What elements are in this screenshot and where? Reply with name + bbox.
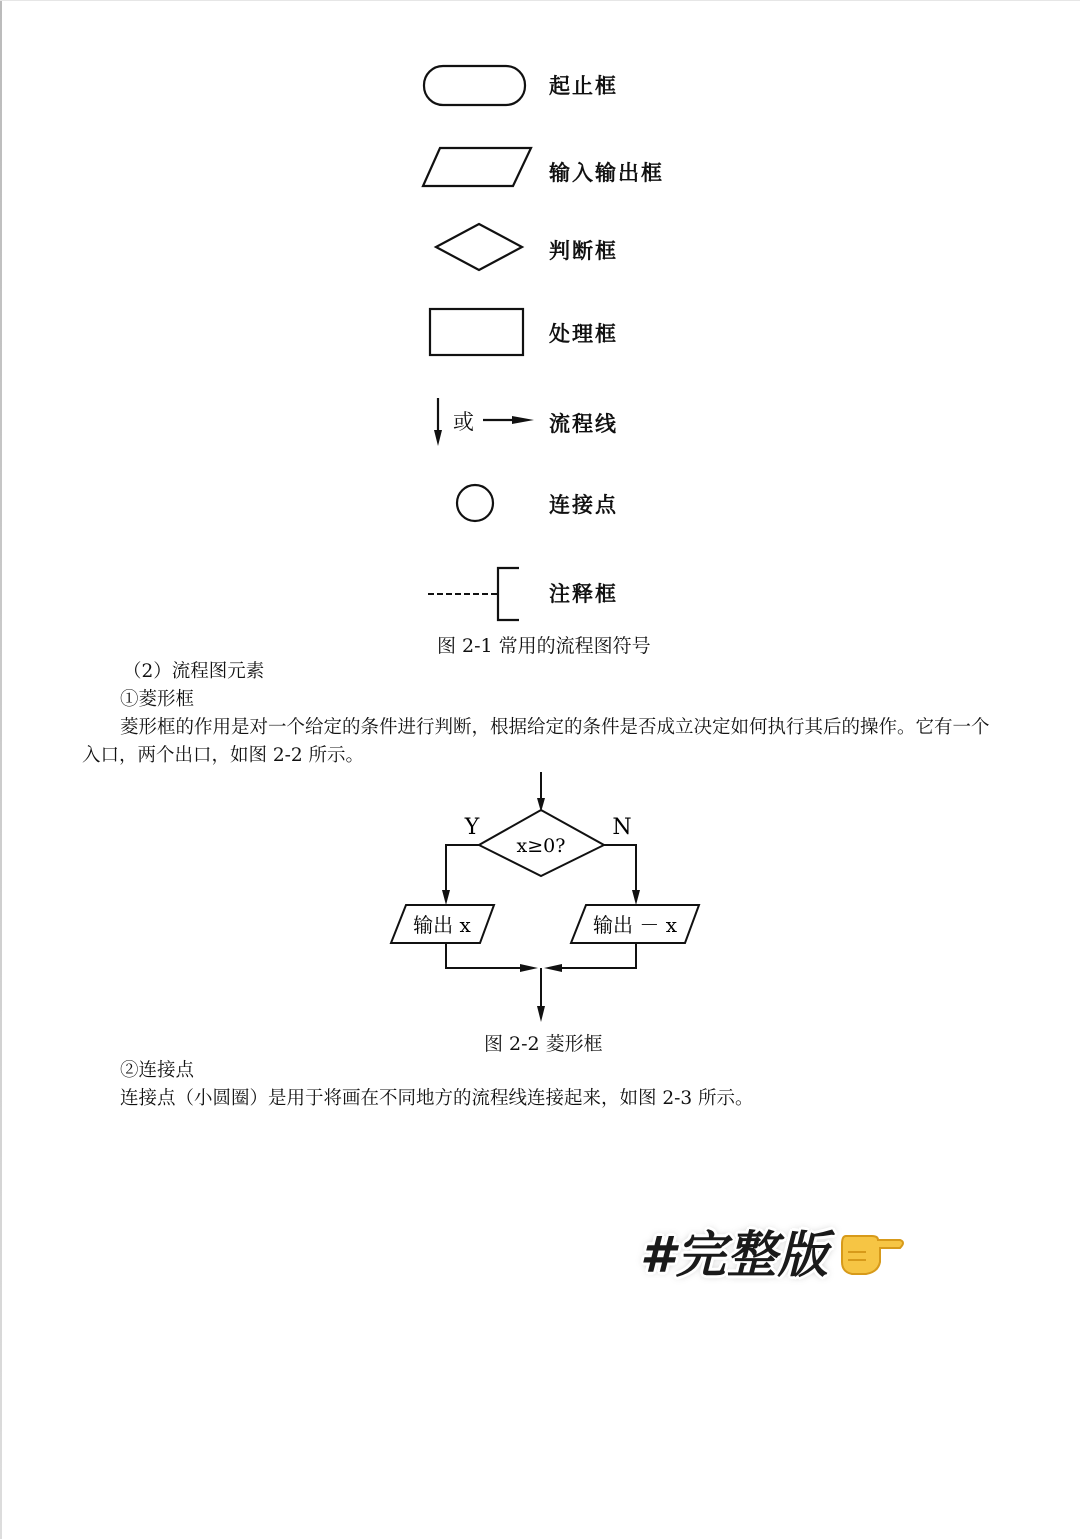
yes-label: Y <box>464 815 480 840</box>
symbol-label-process: 处理框 <box>549 322 618 346</box>
output-x-text: 输出 x <box>413 913 471 937</box>
symbol-label-flowline: 流程线 <box>549 412 618 436</box>
symbol-label-terminal: 起止框 <box>549 74 618 98</box>
or-text: 或 <box>453 410 476 434</box>
symbol-label-connector: 连接点 <box>549 493 618 517</box>
item1-title: ①菱形框 <box>120 689 195 710</box>
symbol-label-annotation: 注释框 <box>549 582 618 606</box>
no-label: N <box>612 815 632 840</box>
decision-condition-text: x≥0? <box>516 835 566 857</box>
output-neg-x-text: 输出 － x <box>593 913 677 937</box>
item1-text-line1: 菱形框的作用是对一个给定的条件进行判断，根据给定的条件是否成立决定如何执行其后的操作。它有一个 <box>120 717 990 738</box>
symbol-label-io: 输入输出框 <box>549 161 664 185</box>
figure-2-1-caption: 图 2-1 常用的流程图符号 <box>437 635 651 657</box>
figure-2-2-caption: 图 2-2 菱形框 <box>484 1033 603 1055</box>
item2-text: 连接点（小圆圈）是用于将画在不同地方的流程线连接起来，如图 2-3 所示。 <box>120 1088 754 1109</box>
item1-text-line2: 入口，两个出口，如图 2-2 所示。 <box>82 745 365 766</box>
section-heading: （2）流程图元素 <box>123 661 265 682</box>
symbol-label-decision: 判断框 <box>549 239 618 263</box>
item2-title: ②连接点 <box>120 1060 195 1081</box>
stamp-text: #完整版 <box>640 1226 829 1284</box>
